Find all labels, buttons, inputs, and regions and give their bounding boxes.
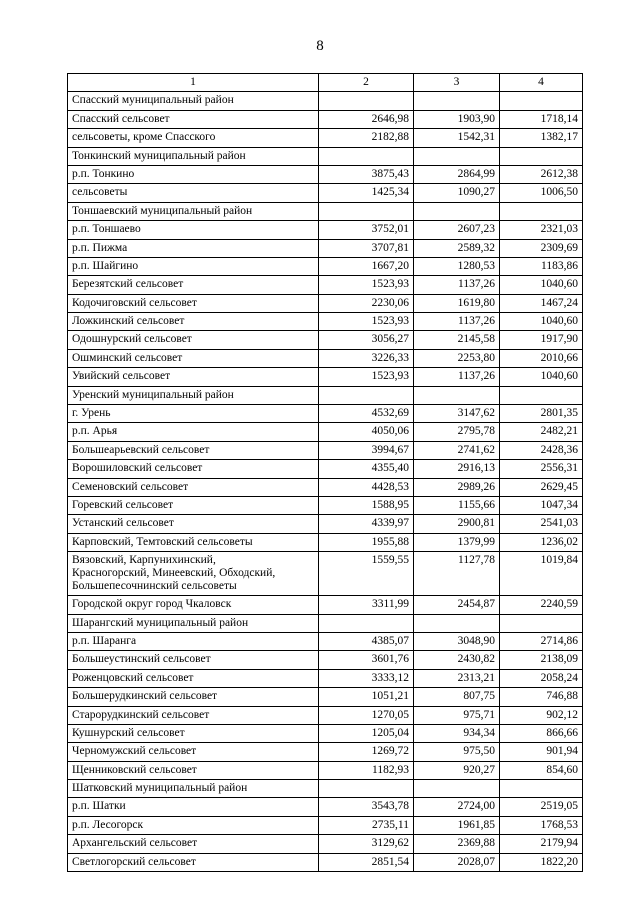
table-row xyxy=(68,331,583,349)
table-row xyxy=(68,294,583,312)
value-cell-col3: 1090,27 xyxy=(414,184,500,202)
value-cell-col4: 2309,69 xyxy=(500,239,583,257)
value-cell-col4: 1718,14 xyxy=(500,110,583,128)
row-name-cell: Ворошиловский сельсовет xyxy=(68,460,319,478)
value-cell-col3: 2253,80 xyxy=(414,349,500,367)
row-name-cell: Березятский сельсовет xyxy=(68,276,319,294)
value-cell-col3: 1137,26 xyxy=(414,313,500,331)
table-row xyxy=(68,221,583,239)
value-cell-col2: 3707,81 xyxy=(319,239,414,257)
value-cell-col2: 2646,98 xyxy=(319,110,414,128)
table-row xyxy=(68,368,583,386)
table-row xyxy=(68,239,583,257)
value-cell-col4: 1040,60 xyxy=(500,313,583,331)
value-cell-col2: 2851,54 xyxy=(319,853,414,871)
row-name-cell: Светлогорский сельсовет xyxy=(68,853,319,871)
value-cell-col2: 4355,40 xyxy=(319,460,414,478)
value-cell-col3: 2916,13 xyxy=(414,460,500,478)
value-cell-col3: 934,34 xyxy=(414,724,500,742)
value-cell-col4: 1236,02 xyxy=(500,533,583,551)
value-cell-col4: 2010,66 xyxy=(500,349,583,367)
value-cell-col2: 1205,04 xyxy=(319,724,414,742)
table-row xyxy=(68,816,583,834)
column-header: 3 xyxy=(414,74,500,92)
table-row xyxy=(68,743,583,761)
row-name-cell: Увийский сельсовет xyxy=(68,368,319,386)
value-cell-col2: 3056,27 xyxy=(319,331,414,349)
value-cell-col4: 2714,86 xyxy=(500,632,583,650)
value-cell-col3: 2864,99 xyxy=(414,165,500,183)
value-cell-col2: 2735,11 xyxy=(319,816,414,834)
row-name-cell: сельсоветы, кроме Спасского xyxy=(68,129,319,147)
page-number: 8 xyxy=(316,38,324,54)
value-cell-col3: 3048,90 xyxy=(414,632,500,650)
table-row xyxy=(68,596,583,614)
row-name-cell: Щенниковский сельсовет xyxy=(68,761,319,779)
value-cell-col2: 1182,93 xyxy=(319,761,414,779)
value-cell-col4: 1382,17 xyxy=(500,129,583,147)
value-cell-col3: 1155,66 xyxy=(414,496,500,514)
value-cell-col3: 1542,31 xyxy=(414,129,500,147)
table-row xyxy=(68,349,583,367)
column-header: 2 xyxy=(319,74,414,92)
row-name-cell: Архангельский сельсовет xyxy=(68,835,319,853)
row-name-cell: Ошминский сельсовет xyxy=(68,349,319,367)
table-row xyxy=(68,688,583,706)
row-name-cell: Одошнурский сельсовет xyxy=(68,331,319,349)
value-cell-col3 xyxy=(414,202,500,220)
row-name-cell: Большеарьевский сельсовет xyxy=(68,441,319,459)
table-row xyxy=(68,110,583,128)
value-cell-col4: 2519,05 xyxy=(500,798,583,816)
value-cell-col2: 4050,06 xyxy=(319,423,414,441)
value-cell-col3: 2028,07 xyxy=(414,853,500,871)
value-cell-col4: 1822,20 xyxy=(500,853,583,871)
table-row xyxy=(68,515,583,533)
row-name-cell: р.п. Тоншаево xyxy=(68,221,319,239)
table-row xyxy=(68,651,583,669)
value-cell-col2 xyxy=(319,614,414,632)
value-cell-col3: 2607,23 xyxy=(414,221,500,239)
value-cell-col2: 1667,20 xyxy=(319,257,414,275)
table-row xyxy=(68,614,583,632)
row-name-cell: Роженцовский сельсовет xyxy=(68,669,319,687)
value-cell-col4: 2428,36 xyxy=(500,441,583,459)
table-row xyxy=(68,798,583,816)
value-cell-col4: 2801,35 xyxy=(500,405,583,423)
value-cell-col3: 1137,26 xyxy=(414,276,500,294)
value-cell-col4: 1917,90 xyxy=(500,331,583,349)
table-header-row xyxy=(68,74,583,92)
row-name-cell: Кушнурский сельсовет xyxy=(68,724,319,742)
value-cell-col2: 3875,43 xyxy=(319,165,414,183)
value-cell-col4: 2612,38 xyxy=(500,165,583,183)
value-cell-col4: 2058,24 xyxy=(500,669,583,687)
value-cell-col3: 2795,78 xyxy=(414,423,500,441)
table-row xyxy=(68,853,583,871)
value-cell-col3: 2589,32 xyxy=(414,239,500,257)
value-cell-col4 xyxy=(500,780,583,798)
value-cell-col4: 1183,86 xyxy=(500,257,583,275)
value-cell-col2 xyxy=(319,780,414,798)
row-name-cell: Тоншаевский муниципальный район xyxy=(68,202,319,220)
value-cell-col2 xyxy=(319,386,414,404)
table-row xyxy=(68,706,583,724)
table-row xyxy=(68,202,583,220)
table-row xyxy=(68,441,583,459)
row-name-cell: р.п. Шаранга xyxy=(68,632,319,650)
value-cell-col4: 746,88 xyxy=(500,688,583,706)
value-cell-col4: 901,94 xyxy=(500,743,583,761)
value-cell-col4: 1768,53 xyxy=(500,816,583,834)
value-cell-col2: 1270,05 xyxy=(319,706,414,724)
table-row xyxy=(68,257,583,275)
row-name-cell: г. Урень xyxy=(68,405,319,423)
value-cell-col2: 3752,01 xyxy=(319,221,414,239)
value-cell-col3: 3147,62 xyxy=(414,405,500,423)
row-name-cell: Ложкинский сельсовет xyxy=(68,313,319,331)
row-name-cell: Черномужский сельсовет xyxy=(68,743,319,761)
value-cell-col2: 4532,69 xyxy=(319,405,414,423)
value-cell-col4: 1467,24 xyxy=(500,294,583,312)
row-name-cell: р.п. Тонкино xyxy=(68,165,319,183)
value-cell-col4: 1019,84 xyxy=(500,552,583,596)
value-cell-col3: 1619,80 xyxy=(414,294,500,312)
value-cell-col3: 2724,00 xyxy=(414,798,500,816)
table-row xyxy=(68,552,583,596)
value-cell-col4 xyxy=(500,614,583,632)
value-cell-col2: 1269,72 xyxy=(319,743,414,761)
value-cell-col3: 1127,78 xyxy=(414,552,500,596)
table-row xyxy=(68,184,583,202)
value-cell-col3: 2145,58 xyxy=(414,331,500,349)
row-name-cell: р.п. Арья xyxy=(68,423,319,441)
column-header: 1 xyxy=(68,74,319,92)
value-cell-col3: 2430,82 xyxy=(414,651,500,669)
value-cell-col2 xyxy=(319,202,414,220)
table-row xyxy=(68,165,583,183)
row-name-cell: Устанский сельсовет xyxy=(68,515,319,533)
row-name-cell: Большерудкинский сельсовет xyxy=(68,688,319,706)
row-name-cell: р.п. Лесогорск xyxy=(68,816,319,834)
value-cell-col2: 4428,53 xyxy=(319,478,414,496)
row-name-cell: Горевский сельсовет xyxy=(68,496,319,514)
value-cell-col2: 2230,06 xyxy=(319,294,414,312)
table-row xyxy=(68,669,583,687)
value-cell-col4: 902,12 xyxy=(500,706,583,724)
table-row xyxy=(68,386,583,404)
row-name-cell: Шатковский муниципальный район xyxy=(68,780,319,798)
row-name-cell: Большеустинский сельсовет xyxy=(68,651,319,669)
value-cell-col4: 2240,59 xyxy=(500,596,583,614)
value-cell-col2: 4339,97 xyxy=(319,515,414,533)
value-cell-col3: 2741,62 xyxy=(414,441,500,459)
row-name-cell: сельсоветы xyxy=(68,184,319,202)
value-cell-col4: 2179,94 xyxy=(500,835,583,853)
row-name-cell: Шарангский муниципальный район xyxy=(68,614,319,632)
value-cell-col3: 1961,85 xyxy=(414,816,500,834)
value-cell-col3: 920,27 xyxy=(414,761,500,779)
row-name-cell: Вязовский, Карпунихинский, Красногорский, Минеевский, Обходский, Большепесочнинский сельсоветы xyxy=(68,552,319,596)
table-row xyxy=(68,129,583,147)
row-name-cell: Спасский муниципальный район xyxy=(68,92,319,110)
value-cell-col3: 1903,90 xyxy=(414,110,500,128)
value-cell-col3: 2989,26 xyxy=(414,478,500,496)
value-cell-col4: 2541,03 xyxy=(500,515,583,533)
value-cell-col2: 1523,93 xyxy=(319,313,414,331)
value-cell-col4 xyxy=(500,92,583,110)
value-cell-col2: 1523,93 xyxy=(319,276,414,294)
value-cell-col2: 4385,07 xyxy=(319,632,414,650)
row-name-cell: Семеновский сельсовет xyxy=(68,478,319,496)
table-row xyxy=(68,496,583,514)
row-name-cell: р.п. Пижма xyxy=(68,239,319,257)
value-cell-col2 xyxy=(319,147,414,165)
table-row xyxy=(68,92,583,110)
table-row xyxy=(68,724,583,742)
value-cell-col3: 1137,26 xyxy=(414,368,500,386)
value-cell-col4: 2556,31 xyxy=(500,460,583,478)
row-name-cell: Уренский муниципальный район xyxy=(68,386,319,404)
column-header: 4 xyxy=(500,74,583,92)
value-cell-col3 xyxy=(414,147,500,165)
value-cell-col4: 1006,50 xyxy=(500,184,583,202)
value-cell-col3: 2454,87 xyxy=(414,596,500,614)
row-name-cell: Спасский сельсовет xyxy=(68,110,319,128)
value-cell-col4: 2629,45 xyxy=(500,478,583,496)
row-name-cell: Карповский, Темтовский сельсоветы xyxy=(68,533,319,551)
row-name-cell: р.п. Шайгино xyxy=(68,257,319,275)
table-row xyxy=(68,276,583,294)
value-cell-col2: 1588,95 xyxy=(319,496,414,514)
row-name-cell: Кодочиговский сельсовет xyxy=(68,294,319,312)
row-name-cell: Старорудкинский сельсовет xyxy=(68,706,319,724)
value-cell-col4: 2321,03 xyxy=(500,221,583,239)
value-cell-col2: 1425,34 xyxy=(319,184,414,202)
table-row xyxy=(68,780,583,798)
table-row xyxy=(68,761,583,779)
table-row xyxy=(68,478,583,496)
value-cell-col3: 1379,99 xyxy=(414,533,500,551)
value-cell-col3 xyxy=(414,614,500,632)
row-name-cell: Тонкинский муниципальный район xyxy=(68,147,319,165)
value-cell-col2: 3311,99 xyxy=(319,596,414,614)
value-cell-col2: 3129,62 xyxy=(319,835,414,853)
value-cell-col2: 3601,76 xyxy=(319,651,414,669)
value-cell-col2: 1523,93 xyxy=(319,368,414,386)
table-row xyxy=(68,423,583,441)
value-cell-col3: 807,75 xyxy=(414,688,500,706)
value-cell-col3: 975,71 xyxy=(414,706,500,724)
value-cell-col3 xyxy=(414,92,500,110)
value-cell-col4: 2138,09 xyxy=(500,651,583,669)
value-cell-col2: 1559,55 xyxy=(319,552,414,596)
table-row xyxy=(68,632,583,650)
value-cell-col2: 3543,78 xyxy=(319,798,414,816)
value-cell-col4 xyxy=(500,147,583,165)
value-cell-col4: 1047,34 xyxy=(500,496,583,514)
row-name-cell: р.п. Шатки xyxy=(68,798,319,816)
table-row xyxy=(68,835,583,853)
value-cell-col4: 854,60 xyxy=(500,761,583,779)
value-cell-col4 xyxy=(500,386,583,404)
value-cell-col3: 2313,21 xyxy=(414,669,500,687)
value-cell-col2: 3226,33 xyxy=(319,349,414,367)
value-cell-col2 xyxy=(319,92,414,110)
value-cell-col3: 2900,81 xyxy=(414,515,500,533)
value-cell-col3: 1280,53 xyxy=(414,257,500,275)
value-cell-col4: 866,66 xyxy=(500,724,583,742)
table-row xyxy=(68,147,583,165)
value-cell-col2: 3994,67 xyxy=(319,441,414,459)
value-cell-col4: 2482,21 xyxy=(500,423,583,441)
table-row xyxy=(68,533,583,551)
table-row xyxy=(68,460,583,478)
row-name-cell: Городской округ город Чкаловск xyxy=(68,596,319,614)
value-cell-col3: 2369,88 xyxy=(414,835,500,853)
value-cell-col4 xyxy=(500,202,583,220)
value-cell-col2: 3333,12 xyxy=(319,669,414,687)
value-cell-col2: 1051,21 xyxy=(319,688,414,706)
data-table xyxy=(67,73,583,872)
value-cell-col2: 1955,88 xyxy=(319,533,414,551)
value-cell-col3 xyxy=(414,780,500,798)
value-cell-col2: 2182,88 xyxy=(319,129,414,147)
table-row xyxy=(68,313,583,331)
value-cell-col3 xyxy=(414,386,500,404)
value-cell-col3: 975,50 xyxy=(414,743,500,761)
value-cell-col4: 1040,60 xyxy=(500,276,583,294)
value-cell-col4: 1040,60 xyxy=(500,368,583,386)
table-row xyxy=(68,405,583,423)
